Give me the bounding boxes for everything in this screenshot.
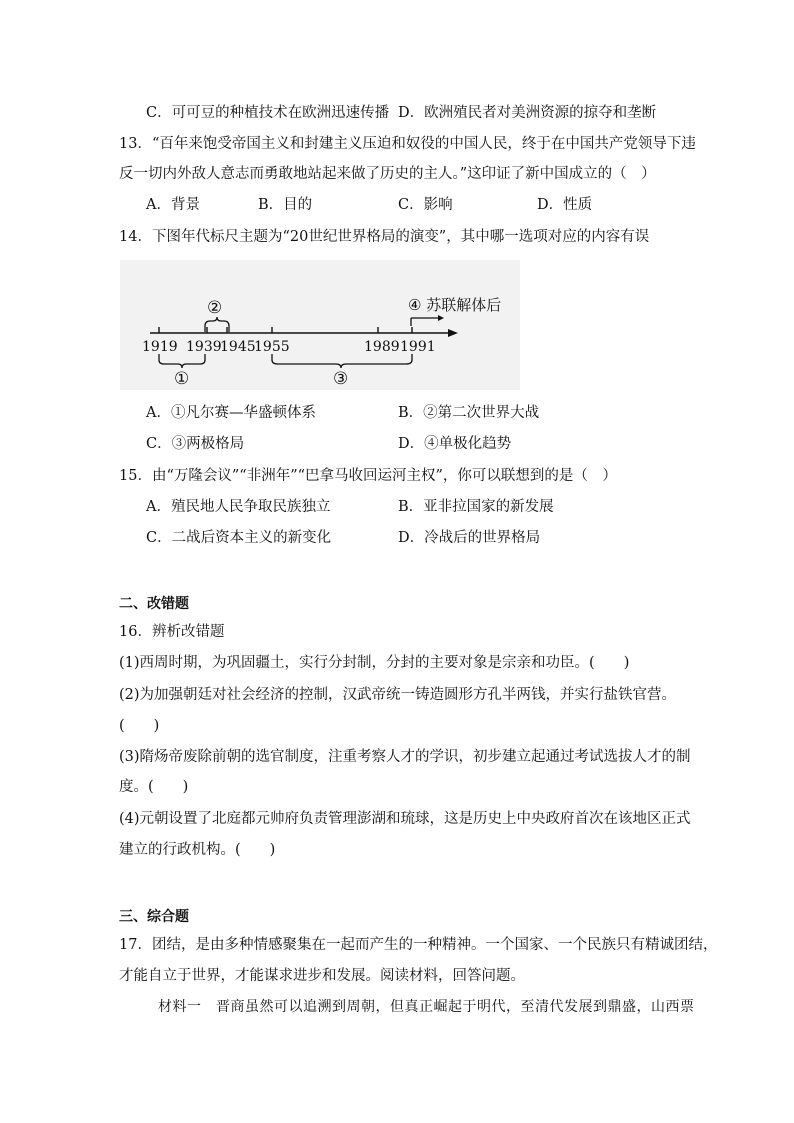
year-1989: 1989: [364, 339, 400, 355]
q16-item3-line2: 度。( ): [119, 779, 189, 795]
brace-1: [159, 354, 205, 368]
q13-stem-line2: 反一切内外敌人意志而勇敢地站起来做了历史的主人。”这印证了新中国成立的（ ）: [119, 166, 656, 182]
q16-item4-line1: (4)元朝设置了北庭都元帅府负责管理澎湖和琉球，这是历史上中央政府首次在该地区正式: [119, 811, 691, 827]
q14-option-a: A．①凡尔赛—华盛顿体系: [146, 405, 316, 421]
q17-line2: 才能自立于世界，才能谋求进步和发展。阅读材料，回答问题。: [119, 968, 525, 984]
q15-option-c: C．二战后资本主义的新变化: [146, 530, 332, 546]
timeline-svg: [120, 260, 520, 390]
q14-option-d: D．④单极化趋势: [398, 436, 512, 452]
timeline-figure: [120, 260, 520, 390]
q12-option-c: C．可可豆的种植技术在欧洲迅速传播: [146, 105, 390, 121]
q13-stem-line1: 13．“百年来饱受帝国主义和封建主义压迫和奴役的中国人民，终于在中国共产党领导下违: [119, 136, 696, 152]
q15-option-d: D．冷战后的世界格局: [398, 530, 541, 546]
label-2: ②: [207, 298, 223, 318]
section2-title: 二、改错题: [119, 596, 189, 612]
q16-item4-line2: 建立的行政机构。( ): [119, 842, 276, 858]
arrow-4-head: [438, 315, 444, 321]
q16-item2-line2: ( ): [119, 718, 160, 734]
q13-option-c: C．影响: [398, 197, 453, 213]
q12-option-d: D．欧洲殖民者对美洲资源的掠夺和垄断: [398, 105, 657, 121]
q14-option-c: C．③两极格局: [146, 436, 245, 452]
material1-text: 材料一 晋商虽然可以追溯到周朝，但真正崛起于明代，至清代发展到鼎盛，山西票: [158, 999, 695, 1015]
q13-option-d: D．性质: [537, 197, 593, 213]
year-1939: 1939: [186, 339, 222, 355]
q14-stem: 14．下图年代标尺主题为“20世纪世界格局的演变”，其中哪一选项对应的内容有误: [119, 229, 650, 245]
year-1945: 1945: [220, 339, 256, 355]
q15-stem: 15．由“万隆会议”“非洲年”“巴拿马收回运河主权”，你可以联想到的是（ ）: [119, 468, 617, 484]
q17-line1: 17．团结，是由多种情感聚集在一起而产生的一种精神。一个国家、一个民族只有精诚团结，: [119, 937, 718, 953]
year-1919: 1919: [142, 339, 178, 355]
label-3: ③: [333, 369, 349, 389]
q16-title: 16．辨析改错题: [119, 624, 225, 640]
year-1955: 1955: [254, 339, 290, 355]
q15-option-b: B．亚非拉国家的新发展: [398, 499, 554, 515]
label-1: ①: [174, 369, 190, 389]
label-4: ④ 苏联解体后: [408, 296, 502, 314]
brace-3: [272, 354, 412, 368]
q15-option-a: A．殖民地人民争取民族独立: [146, 499, 331, 515]
q13-option-b: B．目的: [258, 197, 313, 213]
q14-option-b: B．②第二次世界大战: [398, 405, 540, 421]
q16-item3-line1: (3)隋炀帝废除前朝的选官制度，注重考察人才的学识，初步建立起通过考试选拔人才的制: [119, 749, 691, 765]
year-1991: 1991: [400, 339, 436, 355]
section3-title: 三、综合题: [119, 909, 189, 925]
q16-item2-line1: (2)为加强朝廷对社会经济的控制，汉武帝统一铸造圆形方孔半两钱，并实行盐铁官营。: [119, 687, 677, 703]
q13-option-a: A．背景: [146, 197, 200, 213]
brace-2: [205, 317, 229, 332]
q16-item1: (1)西周时期，为巩固疆土，实行分封制，分封的主要对象是宗亲和功臣。( ): [119, 655, 630, 671]
timeline-arrowhead: [448, 329, 458, 337]
